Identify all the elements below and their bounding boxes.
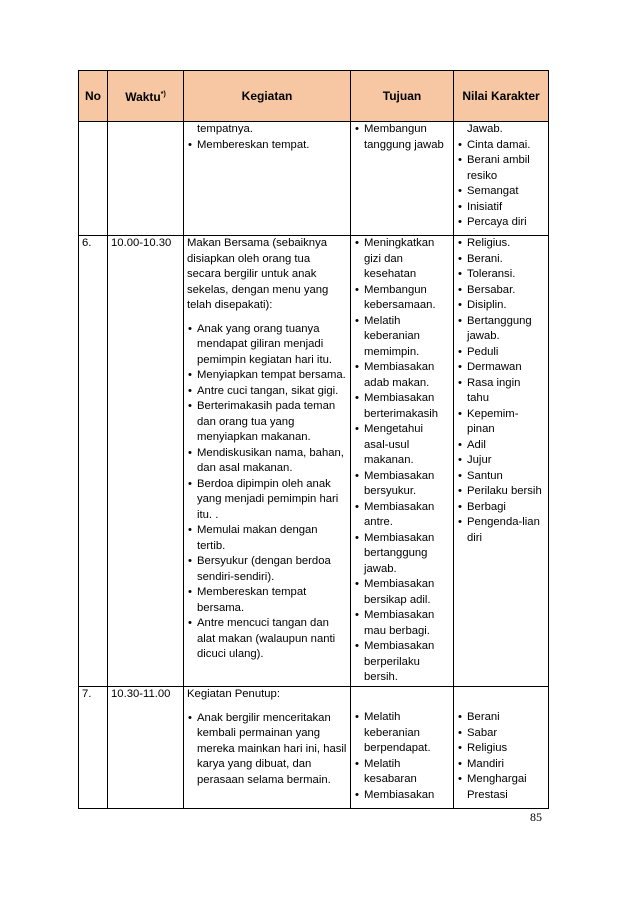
- header-tujuan: Tujuan: [351, 71, 454, 122]
- header-waktu-footnote: *): [160, 91, 166, 98]
- list-item: • Membiasakan bersyukur.: [354, 469, 450, 500]
- cell-tujuan: [351, 122, 454, 236]
- list-item: • Bersyukur (dengan berdoa sendiri-sendiri).: [187, 554, 347, 585]
- list-item: • Membangun tanggung jawab: [354, 122, 450, 153]
- list-item: • Membereskan tempat bersama.: [187, 585, 347, 616]
- list-item: • Rasa ingin tahu: [457, 376, 545, 407]
- nilai-list: [457, 236, 545, 546]
- list-item: • Mandiri: [457, 757, 545, 773]
- kegiatan-list: [187, 322, 347, 663]
- list-item: • Kepemim-pinan: [457, 407, 545, 438]
- list-item: • Peduli: [457, 345, 545, 361]
- list-item: • Menyiapkan tempat bersama.: [187, 368, 347, 384]
- list-item: • Dermawan: [457, 360, 545, 376]
- header-waktu-label: Waktu: [125, 90, 161, 104]
- list-item: • Membiasakan bersikap adil.: [354, 577, 450, 608]
- activity-table: [78, 70, 549, 809]
- list-item: • Melatih keberanian memimpin.: [354, 314, 450, 361]
- table-row: [79, 122, 549, 236]
- list-item: • Melatih keberanian berpendapat.: [354, 710, 450, 757]
- list-item: • Mengetahui asal-usul makanan.: [354, 422, 450, 469]
- list-item: • Anak bergilir menceritakan kembali permainan yang mereka mainkan hari ini, hasil karya yang dibuat, dan perasaan selama bermain.: [187, 711, 347, 789]
- list-item: • Jujur: [457, 453, 545, 469]
- kegiatan-intro: Makan Bersama (sebaiknya disiapkan oleh orang tua secara bergilir untuk anak sekelas, dengan menu yang telah disepakati):: [187, 237, 329, 311]
- header-nilai-karakter: Nilai Karakter: [454, 71, 549, 122]
- list-item: • Berani.: [457, 252, 545, 268]
- cell-waktu: 10.30-11.00: [108, 687, 184, 809]
- list-item: • Santun: [457, 469, 545, 485]
- list-item: • Meningkatkan gizi dan kesehatan: [354, 236, 450, 283]
- list-item: • Berani ambil resiko: [457, 153, 545, 184]
- nilai-list: [457, 710, 545, 803]
- list-item: • Disiplin.: [457, 298, 545, 314]
- list-item: • Anak yang orang tuanya mendapat giliran menjadi pemimpin kegiatan hari itu.: [187, 322, 347, 369]
- list-item: • Semangat: [457, 184, 545, 200]
- cell-kegiatan: [184, 687, 351, 809]
- nilai-intro: Jawab.: [467, 123, 503, 135]
- list-item: • Perilaku bersih: [457, 484, 545, 500]
- cell-waktu: [108, 122, 184, 236]
- list-item: • Antre mencuci tangan dan alat makan (walaupun nanti dicuci ulang).: [187, 616, 347, 663]
- list-item: • Memulai makan dengan tertib.: [187, 523, 347, 554]
- list-item: • Cinta damai.: [457, 138, 545, 154]
- list-item: • Menghargai Prestasi: [457, 772, 545, 803]
- cell-tujuan: [351, 687, 454, 809]
- list-item: • Mendiskusikan nama, bahan, dan asal makanan.: [187, 446, 347, 477]
- cell-nilai: [454, 687, 549, 809]
- list-item: • Pengenda-lian diri: [457, 515, 545, 546]
- list-item: • Bersabar.: [457, 283, 545, 299]
- list-item: • Membiasakan berperilaku bersih.: [354, 639, 450, 686]
- list-item: • Berdoa dipimpin oleh anak yang menjadi pemimpin hari itu. .: [187, 477, 347, 524]
- list-item: • Inisiatif: [457, 200, 545, 216]
- list-item: • Membiasakan adab makan.: [354, 360, 450, 391]
- cell-no: 7.: [79, 687, 108, 809]
- header-waktu: [108, 71, 184, 122]
- cell-waktu: 10.00-10.30: [108, 236, 184, 687]
- tujuan-list: [354, 122, 450, 153]
- list-item: • Religius.: [457, 236, 545, 252]
- table-header-row: [79, 71, 549, 122]
- cell-no: [79, 122, 108, 236]
- kegiatan-list: [187, 711, 347, 789]
- cell-nilai: [454, 236, 549, 687]
- header-no: No: [79, 71, 108, 122]
- nilai-list: [457, 138, 545, 231]
- kegiatan-list: [187, 138, 347, 154]
- tujuan-list: [354, 710, 450, 803]
- header-kegiatan: Kegiatan: [184, 71, 351, 122]
- list-item: • Berani: [457, 710, 545, 726]
- list-item: • Membiasakan berterimakasih: [354, 391, 450, 422]
- table-row: [79, 236, 549, 687]
- list-item: • Berbagi: [457, 500, 545, 516]
- list-item: • Religius: [457, 741, 545, 757]
- list-item: • Membereskan tempat.: [187, 138, 347, 154]
- page-number: 85: [530, 810, 542, 824]
- tujuan-list: [354, 236, 450, 686]
- list-item: • Berterimakasih pada teman dan orang tua yang menyiapkan makanan.: [187, 399, 347, 446]
- list-item: • Membiasakan: [354, 788, 450, 804]
- kegiatan-intro: tempatnya.: [197, 123, 253, 135]
- list-item: • Melatih kesabaran: [354, 757, 450, 788]
- cell-tujuan: [351, 236, 454, 687]
- cell-no: 6.: [79, 236, 108, 687]
- cell-kegiatan: [184, 122, 351, 236]
- list-item: • Sabar: [457, 726, 545, 742]
- list-item: • Adil: [457, 438, 545, 454]
- kegiatan-intro: Kegiatan Penutup:: [187, 688, 280, 700]
- list-item: • Bertanggung jawab.: [457, 314, 545, 345]
- list-item: • Antre cuci tangan, sikat gigi.: [187, 384, 347, 400]
- list-item: • Membiasakan antre.: [354, 500, 450, 531]
- list-item: • Percaya diri: [457, 215, 545, 231]
- list-item: • Toleransi.: [457, 267, 545, 283]
- list-item: • Membiasakan mau berbagi.: [354, 608, 450, 639]
- list-item: • Membiasakan bertanggung jawab.: [354, 531, 450, 578]
- list-item: • Membangun kebersamaan.: [354, 283, 450, 314]
- table-row: [79, 687, 549, 809]
- cell-kegiatan: [184, 236, 351, 687]
- cell-nilai: [454, 122, 549, 236]
